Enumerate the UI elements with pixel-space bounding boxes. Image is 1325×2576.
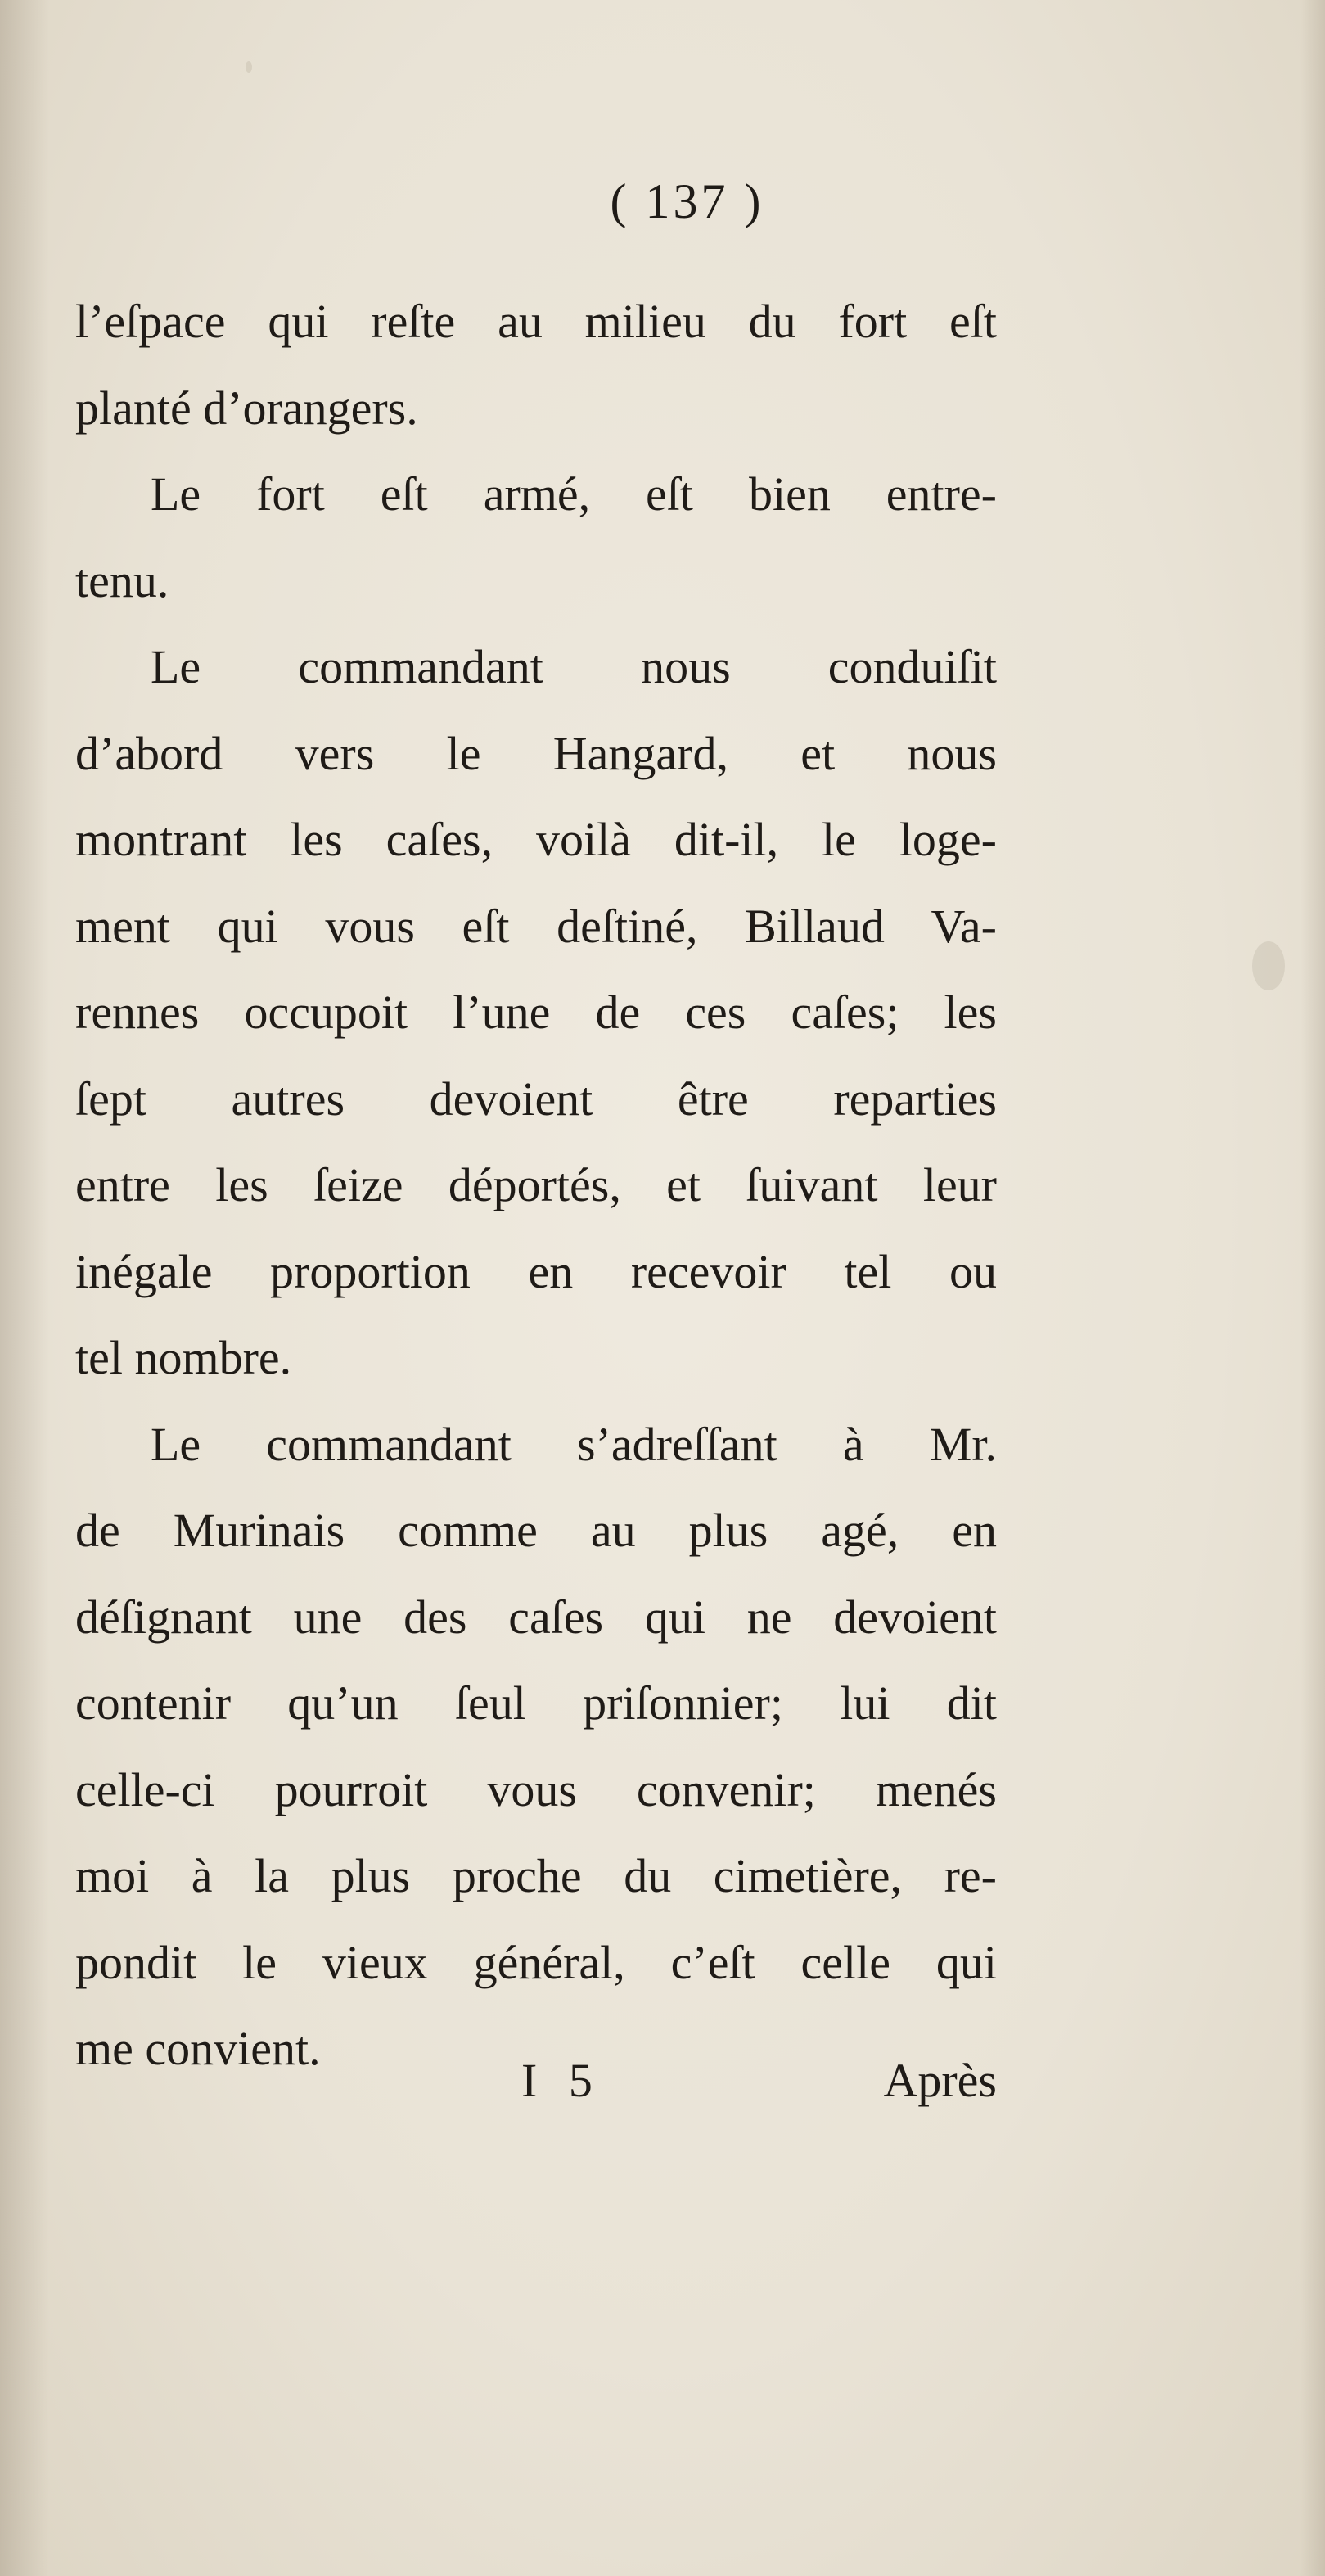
text-line: d’abord vers le Hangard, et nous: [75, 726, 997, 780]
text-line: ſept autres devoient être reparties: [75, 1071, 997, 1126]
gutter-shadow: [0, 0, 49, 2576]
text-line: de Murinais comme au plus agé, en: [75, 1504, 997, 1557]
text-line: moi à la plus proche du cimetière, re-: [75, 1849, 997, 1902]
text-line: pondit le vieux général, c’eſt celle qui: [75, 1935, 997, 1989]
text-line: montrant les caſes, voilà dit-il, le loge-: [75, 813, 997, 866]
text-line: contenir qu’un ſeul priſonnier; lui dit: [75, 1676, 997, 1730]
signature-mark: I 5: [521, 2054, 602, 2107]
text-line: rennes occupoit l’une de ces caſes; les: [75, 986, 997, 1039]
page-footer: [75, 2053, 997, 2118]
text-line: Le commandant nous conduiſit: [151, 640, 997, 693]
text-line: me convient.: [75, 2022, 321, 2075]
body-text: [75, 278, 997, 2092]
catchword: Après: [883, 2054, 997, 2107]
text-line: Le fort eſt armé, eſt bien entre-: [151, 467, 997, 521]
text-line: déſignant une des caſes qui ne devoient: [75, 1590, 997, 1644]
text-line: inégale proportion en recevoir tel ou: [75, 1244, 997, 1298]
text-line: Le commandant s’adreſſant à Mr.: [151, 1417, 997, 1471]
text-line: entre les ſeize déportés, et ſuivant leur: [75, 1158, 997, 1211]
page-number: ( 137 ): [610, 174, 764, 228]
paper-speck: [246, 61, 252, 73]
text-line: celle-ci pourroit vous convenir; menés: [75, 1762, 997, 1816]
text-line: ment qui vous eſt deſtiné, Billaud Va-: [75, 899, 997, 953]
paper-stain: [1252, 941, 1285, 990]
text-line: tel nombre.: [75, 1331, 292, 1384]
text-line: l’eſpace qui reſte au milieu du fort eſt: [75, 295, 997, 348]
text-line: planté d’orangers.: [75, 381, 418, 435]
text-line: tenu.: [75, 553, 169, 607]
edge-shadow: [1300, 0, 1325, 2576]
